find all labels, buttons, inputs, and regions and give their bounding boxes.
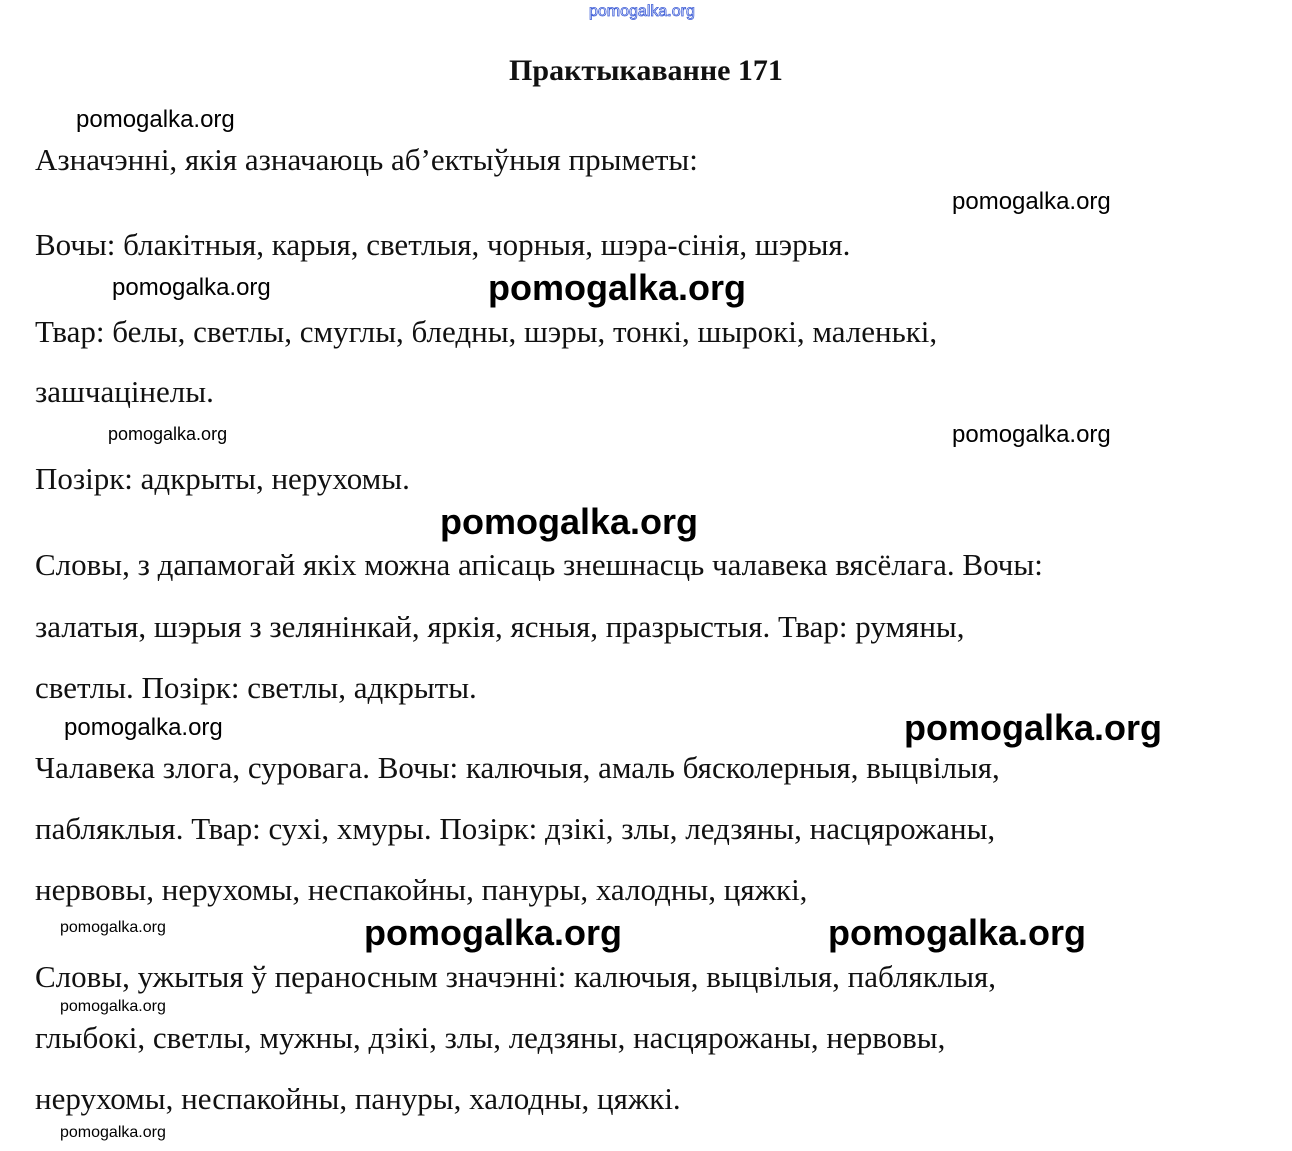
text-line: Словы, ужытыя ў пераносным значэнні: калючыя, выцвілыя, пабляклыя, bbox=[35, 959, 997, 994]
text-line: Словы, з дапамогай якіх можна апісаць знешнасць чалавека вясёлага. Вочы: bbox=[35, 547, 1043, 582]
page-title: Практыкаванне 171 bbox=[509, 54, 783, 87]
watermark: pomogalka.org bbox=[64, 714, 223, 741]
text-line: Твар: белы, светлы, смуглы, бледны, шэры, тонкі, шырокі, маленькі, bbox=[35, 314, 938, 349]
text-line: нерухомы, неспакойны, пануры, халодны, цяжкі. bbox=[35, 1081, 681, 1116]
watermark: pomogalka.org bbox=[440, 501, 699, 542]
text-line: глыбокі, светлы, мужны, дзікі, злы, ледзяны, насцярожаны, нервовы, bbox=[35, 1020, 946, 1055]
text-line: залатыя, шэрыя з зелянінкай, яркія, ясныя, празрыстыя. Твар: румяны, bbox=[35, 609, 965, 644]
text-line: светлы. Позірк: светлы, адкрыты. bbox=[35, 670, 477, 705]
watermark: pomogalka.org bbox=[904, 707, 1163, 748]
watermark: pomogalka.org bbox=[589, 3, 695, 20]
watermark: pomogalka.org bbox=[952, 421, 1111, 448]
text-line: Чалавека злога, суровага. Вочы: калючыя, амаль бясколерныя, выцвілыя, bbox=[35, 750, 1000, 785]
watermark: pomogalka.org bbox=[364, 912, 623, 953]
watermark: pomogalka.org bbox=[112, 274, 271, 301]
watermark: pomogalka.org bbox=[76, 106, 235, 133]
text-line: Азначэнні, якія азначаюць аб’ектыўныя прыметы: bbox=[35, 142, 698, 177]
text-line: зашчацінелы. bbox=[35, 374, 214, 409]
watermark: pomogalka.org bbox=[488, 267, 747, 308]
text-line: нервовы, нерухомы, неспакойны, пануры, халодны, цяжкі, bbox=[35, 872, 808, 907]
watermark: pomogalka.org bbox=[60, 998, 166, 1015]
watermark: pomogalka.org bbox=[952, 188, 1111, 215]
text-line: пабляклыя. Твар: сухі, хмуры. Позірк: дзікі, злы, ледзяны, насцярожаны, bbox=[35, 811, 996, 846]
text-line: Вочы: блакітныя, карыя, светлыя, чорныя, шэра-сінія, шэрыя. bbox=[35, 227, 851, 262]
watermark: pomogalka.org bbox=[108, 424, 228, 444]
text-line: Позірк: адкрыты, нерухомы. bbox=[35, 461, 410, 496]
watermark: pomogalka.org bbox=[828, 912, 1087, 953]
watermark: pomogalka.org bbox=[60, 1124, 166, 1141]
watermark: pomogalka.org bbox=[60, 919, 166, 936]
